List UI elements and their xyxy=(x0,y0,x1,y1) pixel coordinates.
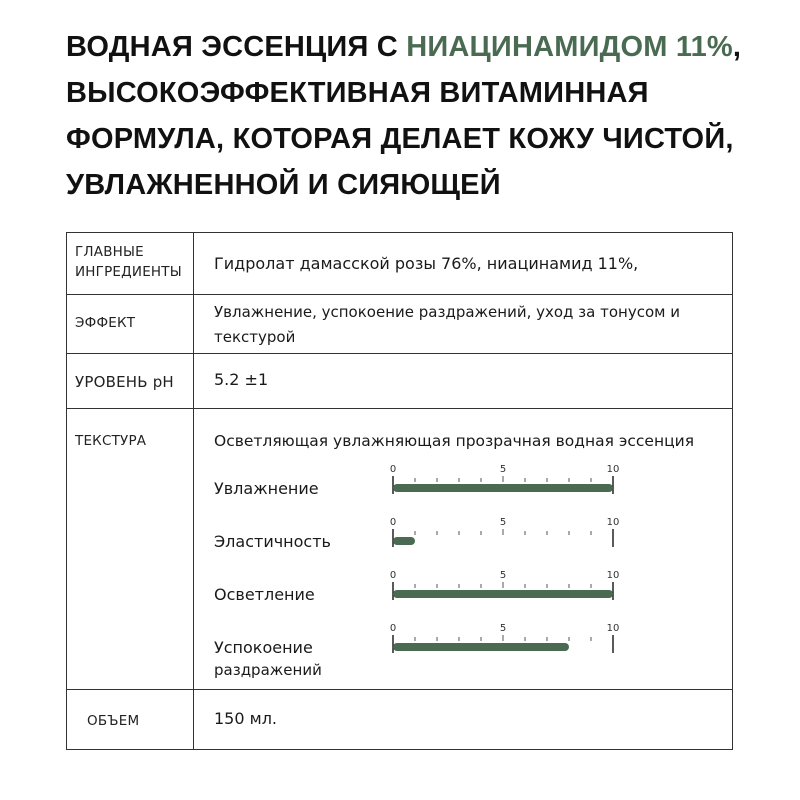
scale-tick-label: 5 xyxy=(499,623,507,634)
ingredients-label-line1: ГЛАВНЫЕ xyxy=(75,244,144,260)
headline-part2: , ВЫСОКОЭФФЕКТИВНАЯ ВИТАМИННАЯ ФОРМУЛА, КОТОРАЯ ДЕЛАЕТ КОЖУ ЧИСТОЙ, УВЛАЖНЕННОЙ И СИЯЮЩЕЙ xyxy=(66,31,742,201)
scale-elasticity xyxy=(387,516,620,550)
scale-tick-label: 10 xyxy=(606,464,620,475)
ph-label: УРОВЕНЬ pH xyxy=(75,373,174,391)
scale-tick-label: 0 xyxy=(389,517,397,528)
bar-label-elasticity: Эластичность xyxy=(214,532,331,551)
bar-label-soothing-line2: раздражений xyxy=(214,661,322,679)
scale-brightening xyxy=(387,569,620,603)
scale-tick-label: 10 xyxy=(606,623,620,634)
spec-table xyxy=(66,232,733,750)
bar-label-soothing-line1: Успокоение xyxy=(214,638,313,657)
bar-label-soothing xyxy=(214,637,322,681)
row-texture xyxy=(67,409,732,690)
ingredients-value: Гидролат дамасской розы 76%, ниацинамид 11%, xyxy=(214,254,639,273)
ingredients-label-line2: ИНГРЕДИЕНТЫ xyxy=(75,264,182,280)
effect-value: Увлажнение, успокоение раздражений, уход за тонусом и текстурой xyxy=(214,303,680,346)
volume-label: ОБЪЕМ xyxy=(87,713,140,729)
scale-soothing xyxy=(387,622,620,656)
texture-label: ТЕКСТУРА xyxy=(75,433,147,449)
scale-tick-label: 0 xyxy=(389,623,397,634)
scale-value-bar xyxy=(393,484,613,492)
bar-label-brightening: Осветление xyxy=(214,585,315,604)
row-effect xyxy=(67,295,732,354)
scale-moisture xyxy=(387,463,620,497)
volume-value: 150 мл. xyxy=(214,709,278,728)
scale-tick-label: 10 xyxy=(606,570,620,581)
ph-value: 5.2 ±1 xyxy=(214,370,269,389)
scale-value-bar xyxy=(393,537,415,545)
scale-tick-label: 5 xyxy=(499,517,507,528)
product-headline xyxy=(66,24,766,208)
scale-tick-label: 0 xyxy=(389,570,397,581)
row-volume xyxy=(67,690,732,751)
scale-value-bar xyxy=(393,643,569,651)
headline-accent: НИАЦИНАМИДОМ 11% xyxy=(406,31,733,63)
scale-tick-label: 5 xyxy=(499,570,507,581)
row-ingredients xyxy=(67,233,732,295)
ingredients-label xyxy=(75,242,182,282)
scale-tick-label: 5 xyxy=(499,464,507,475)
scale-tick-label: 10 xyxy=(606,517,620,528)
scale-value-bar xyxy=(393,590,613,598)
scale-tick-label: 0 xyxy=(389,464,397,475)
row-ph xyxy=(67,354,732,409)
effect-label: ЭФФЕКТ xyxy=(75,315,136,331)
texture-value: Осветляющая увлажняющая прозрачная водная эссенция xyxy=(214,432,695,450)
bar-label-moisture: Увлажнение xyxy=(214,479,319,498)
headline-part1: ВОДНАЯ ЭССЕНЦИЯ С xyxy=(66,31,407,63)
